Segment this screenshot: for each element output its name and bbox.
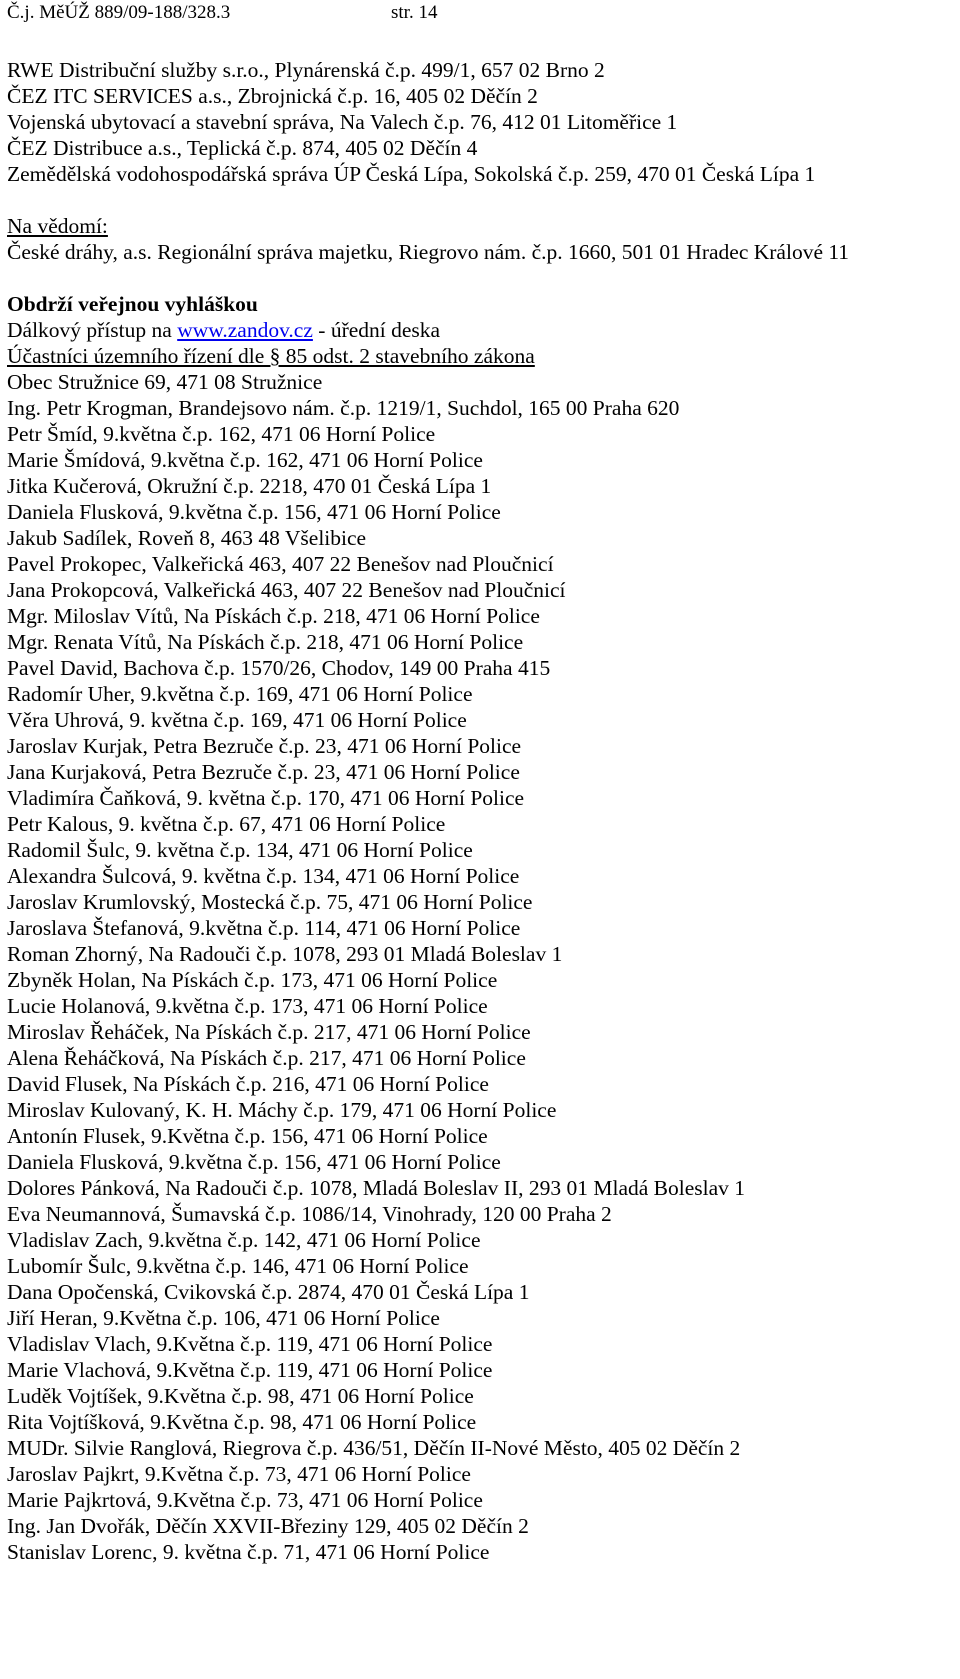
public-notice-heading: Obdrží veřejnou vyhláškou bbox=[7, 292, 258, 316]
recipient-line: ČEZ Distribuce a.s., Teplická č.p. 874, 405 02 Děčín 4 bbox=[7, 136, 478, 160]
participant-line: Vladimíra Čaňková, 9. května č.p. 170, 471 06 Horní Police bbox=[7, 786, 525, 810]
participant-line: Antonín Flusek, 9.Května č.p. 156, 471 06 Horní Police bbox=[7, 1124, 488, 1148]
participant-line: Ing. Jan Dvořák, Děčín XXVII-Březiny 129, 405 02 Děčín 2 bbox=[7, 1514, 529, 1538]
participant-line: Lucie Holanová, 9.května č.p. 173, 471 06 Horní Police bbox=[7, 994, 488, 1018]
participant-line: Jaroslava Štefanová, 9.května č.p. 114, 471 06 Horní Police bbox=[7, 916, 521, 940]
participant-line: Daniela Flusková, 9.května č.p. 156, 471 06 Horní Police bbox=[7, 500, 501, 524]
participant-line: Zbyněk Holan, Na Pískách č.p. 173, 471 06 Horní Police bbox=[7, 968, 498, 992]
participant-line: Roman Zhorný, Na Radouči č.p. 1078, 293 01 Mladá Boleslav 1 bbox=[7, 942, 563, 966]
remote-access-suffix: - úřední deska bbox=[312, 318, 441, 342]
participant-line: Daniela Flusková, 9.května č.p. 156, 471 06 Horní Police bbox=[7, 1150, 501, 1174]
participant-line: Mgr. Miloslav Vítů, Na Pískách č.p. 218, 471 06 Horní Police bbox=[7, 604, 540, 628]
participant-line: Vladislav Zach, 9.května č.p. 142, 471 06 Horní Police bbox=[7, 1228, 481, 1252]
participant-line: Petr Šmíd, 9.května č.p. 162, 471 06 Horní Police bbox=[7, 422, 436, 446]
for-info-section bbox=[7, 213, 952, 265]
spacer bbox=[7, 187, 952, 213]
participant-line: Dolores Pánková, Na Radouči č.p. 1078, Mladá Boleslav II, 293 01 Mladá Boleslav 1 bbox=[7, 1176, 746, 1200]
participant-line: David Flusek, Na Pískách č.p. 216, 471 06 Horní Police bbox=[7, 1072, 489, 1096]
reference-number: Č.j. MěÚŽ 889/09-188/328.3 bbox=[7, 2, 231, 23]
participant-line: Jakub Sadílek, Roveň 8, 463 48 Všelibice bbox=[7, 526, 367, 550]
participant-line: Alexandra Šulcová, 9. května č.p. 134, 471 06 Horní Police bbox=[7, 864, 520, 888]
participant-line: Radomír Uher, 9.května č.p. 169, 471 06 Horní Police bbox=[7, 682, 473, 706]
participant-line: Jana Prokopcová, Valkeřická 463, 407 22 Benešov nad Ploučnicí bbox=[7, 578, 566, 602]
participant-line: Marie Šmídová, 9.května č.p. 162, 471 06 Horní Police bbox=[7, 448, 483, 472]
participant-line: MUDr. Silvie Ranglová, Riegrova č.p. 436/51, Děčín II-Nové Město, 405 02 Děčín 2 bbox=[7, 1436, 741, 1460]
participant-line: Jaroslav Kurjak, Petra Bezruče č.p. 23, 471 06 Horní Police bbox=[7, 734, 522, 758]
participant-line: Obec Stružnice 69, 471 08 Stružnice bbox=[7, 370, 323, 394]
participants-list bbox=[7, 369, 952, 1565]
zandov-link[interactable]: www.zandov.cz bbox=[177, 318, 313, 342]
recipients-list bbox=[7, 57, 952, 187]
participant-line: Petr Kalous, 9. května č.p. 67, 471 06 Horní Police bbox=[7, 812, 446, 836]
recipient-line: Vojenská ubytovací a stavební správa, Na Valech č.p. 76, 412 01 Litoměřice 1 bbox=[7, 110, 678, 134]
page-header bbox=[7, 0, 438, 26]
participant-line: Mgr. Renata Vítů, Na Pískách č.p. 218, 471 06 Horní Police bbox=[7, 630, 524, 654]
participant-line: Dana Opočenská, Cvikovská č.p. 2874, 470 01 Česká Lípa 1 bbox=[7, 1280, 530, 1304]
participant-line: Jaroslav Krumlovský, Mostecká č.p. 75, 471 06 Horní Police bbox=[7, 890, 533, 914]
recipient-line: RWE Distribuční služby s.r.o., Plynárenská č.p. 499/1, 657 02 Brno 2 bbox=[7, 58, 605, 82]
participant-line: Eva Neumannová, Šumavská č.p. 1086/14, Vinohrady, 120 00 Praha 2 bbox=[7, 1202, 612, 1226]
remote-access-prefix: Dálkový přístup na bbox=[7, 318, 178, 342]
participant-line: Pavel Prokopec, Valkeřická 463, 407 22 Benešov nad Ploučnicí bbox=[7, 552, 554, 576]
participant-line: Miroslav Kulovaný, K. H. Máchy č.p. 179, 471 06 Horní Police bbox=[7, 1098, 557, 1122]
participant-line: Radomil Šulc, 9. května č.p. 134, 471 06 Horní Police bbox=[7, 838, 473, 862]
participant-line: Alena Řeháčková, Na Pískách č.p. 217, 471 06 Horní Police bbox=[7, 1046, 526, 1070]
participant-line: Marie Vlachová, 9.Května č.p. 119, 471 06 Horní Police bbox=[7, 1358, 493, 1382]
participant-line: Marie Pajkrtová, 9.Května č.p. 73, 471 06 Horní Police bbox=[7, 1488, 483, 1512]
participant-line: Luděk Vojtíšek, 9.Května č.p. 98, 471 06 Horní Police bbox=[7, 1384, 474, 1408]
participant-line: Lubomír Šulc, 9.května č.p. 146, 471 06 Horní Police bbox=[7, 1254, 469, 1278]
spacer bbox=[7, 265, 952, 291]
page-number: str. 14 bbox=[391, 2, 438, 23]
remote-access-line bbox=[7, 317, 952, 343]
recipient-line: Zemědělská vodohospodářská správa ÚP Česká Lípa, Sokolská č.p. 259, 470 01 Česká Lípa 1 bbox=[7, 162, 816, 186]
participant-line: Rita Vojtíšková, 9.Května č.p. 98, 471 06 Horní Police bbox=[7, 1410, 477, 1434]
participant-line: Jana Kurjaková, Petra Bezruče č.p. 23, 471 06 Horní Police bbox=[7, 760, 520, 784]
participant-line: Vladislav Vlach, 9.Května č.p. 119, 471 06 Horní Police bbox=[7, 1332, 493, 1356]
participant-line: Věra Uhrová, 9. května č.p. 169, 471 06 Horní Police bbox=[7, 708, 467, 732]
for-info-heading: Na vědomí: bbox=[7, 214, 108, 238]
participant-line: Stanislav Lorenc, 9. května č.p. 71, 471 06 Horní Police bbox=[7, 1540, 490, 1564]
participant-line: Ing. Petr Krogman, Brandejsovo nám. č.p. 1219/1, Suchdol, 165 00 Praha 620 bbox=[7, 396, 680, 420]
participant-line: Jitka Kučerová, Okružní č.p. 2218, 470 01 Česká Lípa 1 bbox=[7, 474, 492, 498]
participant-line: Jiří Heran, 9.Května č.p. 106, 471 06 Horní Police bbox=[7, 1306, 440, 1330]
participant-line: Jaroslav Pajkrt, 9.Května č.p. 73, 471 06 Horní Police bbox=[7, 1462, 471, 1486]
participants-heading: Účastníci územního řízení dle § 85 odst. 2 stavebního zákona bbox=[7, 344, 535, 368]
document-body bbox=[7, 57, 952, 1565]
participant-line: Miroslav Řeháček, Na Pískách č.p. 217, 471 06 Horní Police bbox=[7, 1020, 531, 1044]
participant-line: Pavel David, Bachova č.p. 1570/26, Chodov, 149 00 Praha 415 bbox=[7, 656, 551, 680]
for-info-item: České dráhy, a.s. Regionální správa majetku, Riegrovo nám. č.p. 1660, 501 01 Hradec Králové 11 bbox=[7, 240, 850, 264]
recipient-line: ČEZ ITC SERVICES a.s., Zbrojnická č.p. 16, 405 02 Děčín 2 bbox=[7, 84, 538, 108]
public-notice-section bbox=[7, 291, 952, 369]
